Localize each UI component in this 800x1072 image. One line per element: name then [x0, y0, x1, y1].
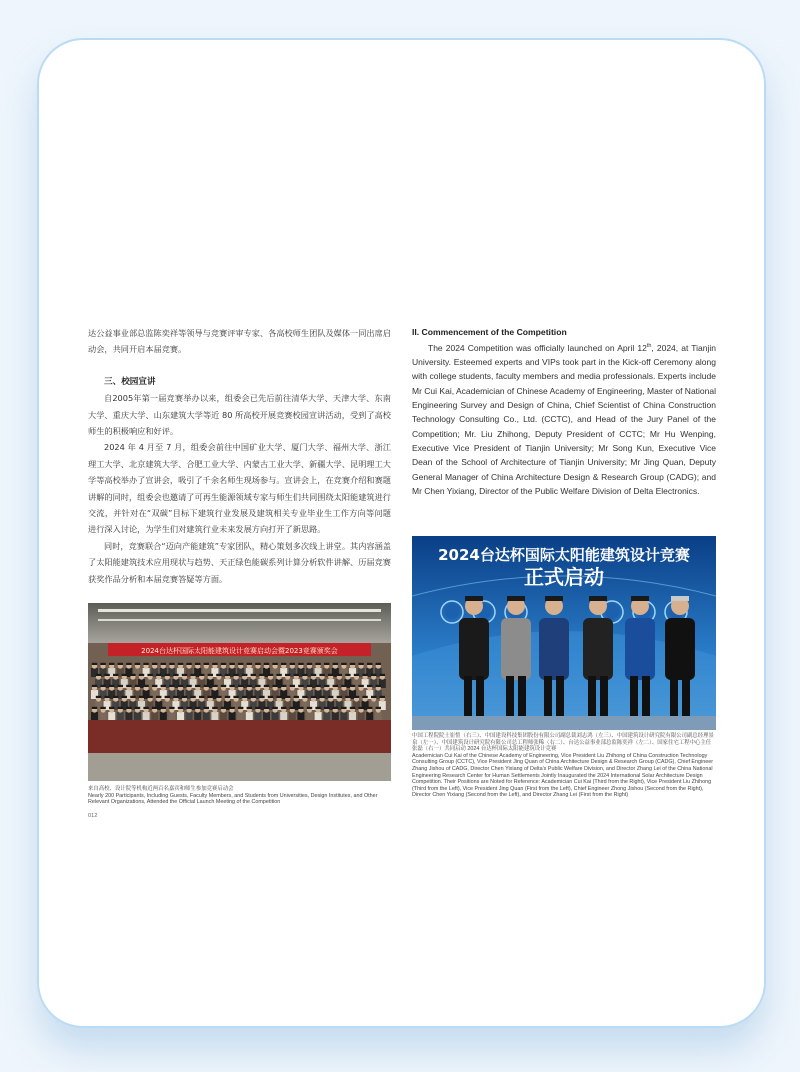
audience-group-photo	[88, 603, 391, 781]
banner-text: 2024台达杯国际太阳能建筑设计竞赛启动会暨2023竞赛颁奖会	[141, 647, 338, 655]
page-number: 012	[88, 813, 98, 819]
photo2-caption-zh: 中国工程院院士崔愷（右三）、中国建设科技集团股份有限公司副总裁刘志鸿（左三）、中国建筑设计研究院有限公司副总经理景泉（左一）、中国建筑设计研究院有限公司总工程师张稀（右二）、台达公益事业部总监陈奕祥（左二）、国家住宅工程中心主任张磊（右一）共同启动 2024 台达杯国际太阳能建筑设计竞赛	[412, 733, 714, 753]
photo1-caption-en: Nearly 200 Participants, Including Guests, Faculty Members, and Students from Universities, Design Institutes, and Other Relevant Organizations, Attended the Official Launch Meeting of the Competition	[88, 792, 378, 806]
kickoff-stage-photo	[412, 536, 716, 730]
campus-paragraph-3: 同时，竞赛联合“迈向产能建筑”专家团队，精心策划多次线上讲堂。其内容涵盖了太阳能建筑技术应用现状与趋势、天正绿色能碳系列计算分析软件讲解、历届竞赛获奖作品分析和本届竞赛答疑等方面。	[88, 540, 391, 584]
page-frame	[37, 38, 766, 1028]
photo2-caption	[412, 733, 716, 799]
commencement-paragraph: The 2024 Competition was officially launched on April 12th, 2024, at Tianjin University. Esteemed experts and VIPs took part in the Kick-off Ceremony along with college students, faculty members and media professionals. Experts include Mr Cui Kai, Academician of Chinese Academy of Engineering, Master of National Engineering Survey and Design of China, Chief Scientist of China Construction Technology Consulting Co., Ltd. (CCTC), and Head of the Jury Panel of the Competition; Mr. Liu Zhihong, Deputy President of CCTC; Mr Hu Wenping, Executive Vice President of Tianjin University; Mr Song Kun, Executive Vice Dean of the School of Architecture of Tianjin University; Mr Jing Quan, Deputy General Manager of China Architecture Design & Research Group (CADG); and Mr Chen Yixiang, Director of the Public Welfare Division of Delta Electronics.	[412, 342, 716, 496]
stage-title-line1: 2024台达杯国际太阳能建筑设计竞赛	[438, 546, 690, 564]
photo1-caption	[88, 786, 391, 806]
campus-paragraph-2: 2024 年 4 月至 7 月，组委会前往中国矿业大学、厦门大学、福州大学、浙江理工大学、北京建筑大学、合肥工业大学、内蒙古工业大学、新疆大学、昆明理工大学等高校举办了宣讲会，吸引了千余名师生现场参与。宣讲会上，在竞赛介绍和赛题讲解的同时，组委会也邀请了可再生能源领域专家与师生们共同围绕太阳能建筑进行交流，并针对在“双碳”目标下建筑行业发展及建筑相关专业毕业生工作方向等问题进行深入讨论，为学生们对建筑行业未来发展方向打开了新思路。	[88, 442, 391, 535]
photo2-caption-en: Academician Cui Kai of the Chinese Academy of Engineering, Vice President Liu Zhihong of China Construction Technology Consulting Group (CCTC), Vice President Jing Quan of China Architecture Design & Research Group (CADG), Chief Engineer Zhang Jishou of CADG, Director Chen Yixiang of Delta's Public Welfare Division, and Director Zhang Lei of the China National Engineering Research Center for Human Settlements Jointly Inaugurated the 2024 International Solar Architecture Design Competition. Their Positions are Noted for Reference: Academician Cui Kai (Third from the Right), Vice President Liu Zhihong (Third from the Left), Vice President Jing Quan (First from the Left), Chief Engineer Zhong Jishou (Second from the Right), Director Chen Yixiang (Second from the Left), and Director Zhang Lei (First from the Right)	[412, 752, 714, 799]
photo1-caption-zh: 来自高校、设计院等机构近两百名嘉宾和师生参加竞赛启动会	[88, 786, 234, 792]
campus-paragraph-1: 自2005年第一届竞赛举办以来，组委会已先后前往清华大学、天津大学、东南大学、重庆大学、山东建筑大学等近 80 所高校开展竞赛校园宣讲活动，受到了高校师生的积极响应和好评。	[88, 393, 391, 437]
continued-paragraph: 达公益事业部总监陈奕祥等领导与竞赛评审专家、各高校师生团队及媒体一同出席启动会，共同开启本届竞赛。	[88, 328, 391, 355]
section-title-commencement: II. Commencement of the Competition	[412, 327, 567, 337]
right-column	[412, 326, 716, 498]
stage-title-line2: 正式启动	[524, 565, 604, 589]
section-title-campus: 三、校园宣讲	[104, 376, 156, 387]
left-column	[88, 325, 391, 587]
